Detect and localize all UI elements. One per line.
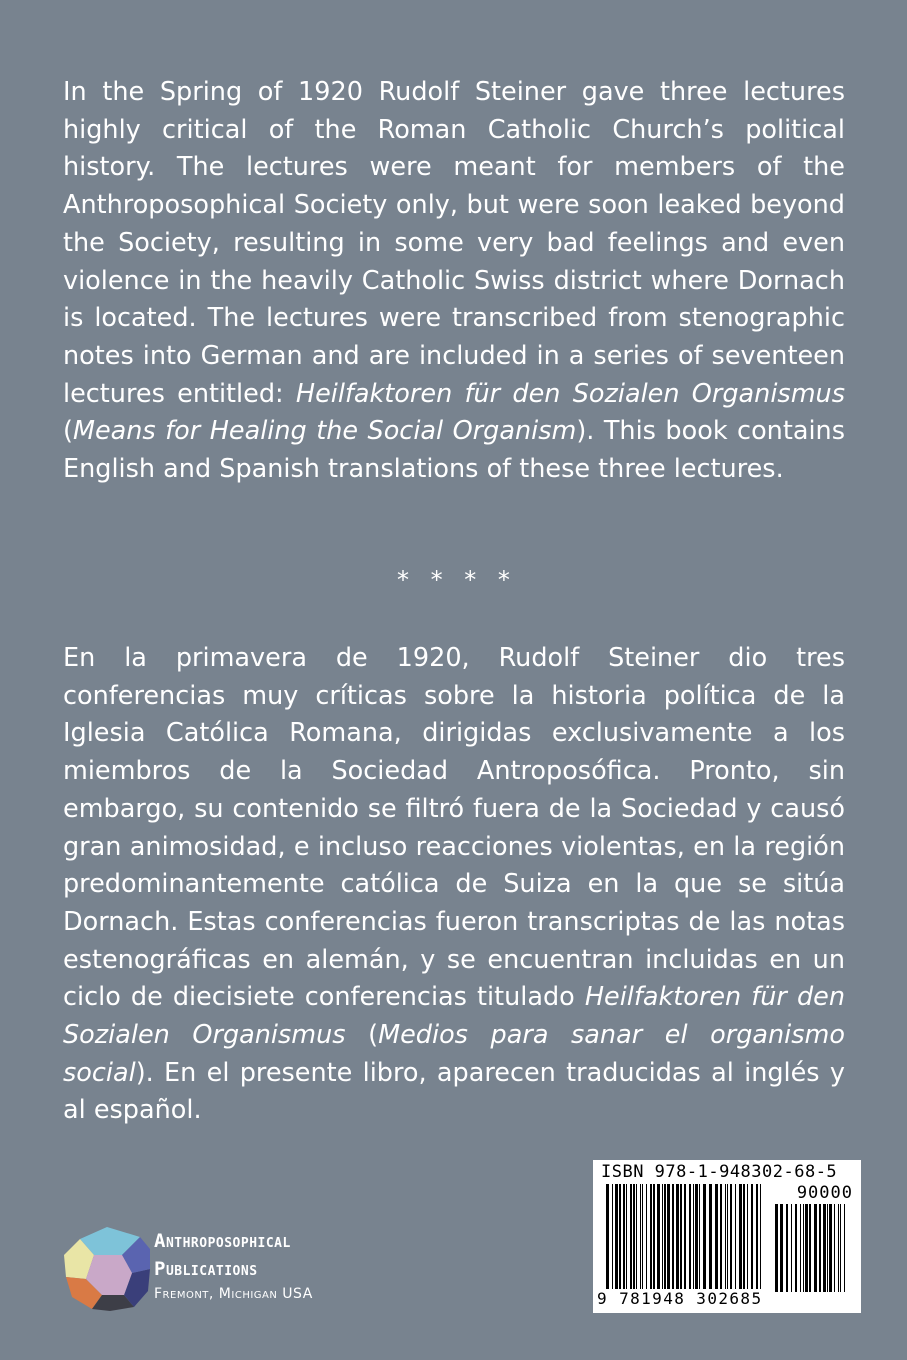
publisher-name-line1: Anthroposophical: [154, 1230, 291, 1252]
barcode-bar: [684, 1184, 686, 1292]
barcode-bar: [844, 1204, 845, 1292]
addon-barcode-bars: [775, 1204, 851, 1292]
isbn-barcode: [593, 1160, 861, 1313]
barcode-bar: [709, 1184, 712, 1292]
barcode-bar: [630, 1184, 632, 1292]
barcode-bar: [720, 1184, 722, 1292]
barcode-bar: [809, 1204, 811, 1292]
barcode-bar: [664, 1184, 666, 1292]
barcode-bar: [623, 1184, 625, 1292]
publisher-logo: [62, 1222, 362, 1312]
dodecahedron-icon: [62, 1225, 152, 1311]
barcode-bar: [775, 1204, 778, 1292]
barcode-bar: [642, 1184, 643, 1292]
barcode-bar: [819, 1204, 821, 1292]
barcode-bar: [626, 1184, 627, 1292]
barcode-bar: [838, 1204, 839, 1292]
ean-digits: 9 781948 302685: [597, 1289, 763, 1308]
barcode-bar: [829, 1204, 832, 1292]
publisher-location: Fremont, Michigan USA: [154, 1286, 313, 1302]
spanish-text-1: En la primavera de 1920, Rudolf Steiner dio tres conferencias muy críticas sobre la historia política de la Iglesia Católica Romana, dirigidas exclusivamente a los miembros de la Sociedad Antroposófica. Pronto, sin embargo, su contenido se filtró fuera de la Sociedad y causó gran animosidad, e incluso reacciones violentas, en la región predominantemente católica de Suiza en la que se sitúa Dornach. Estas conferencias fueron transcriptas de las notas estenográficas en alemán, y se encuentran incluidas en un ciclo de diecisiete conferencias titulado: [63, 643, 845, 1013]
barcode-bar: [747, 1184, 748, 1292]
english-paren: (: [63, 416, 73, 447]
spanish-german-title: Heilfaktoren für den Sozialen Organismus: [63, 982, 845, 1051]
barcode-bar: [695, 1184, 698, 1292]
barcode-bar: [751, 1184, 753, 1292]
barcode-bar: [636, 1184, 637, 1292]
publisher-name-line2: Publications: [154, 1258, 258, 1280]
barcode-bar: [756, 1184, 758, 1292]
barcode-bar: [827, 1204, 828, 1292]
english-german-title: Heilfaktoren für den Sozialen Organismus: [295, 378, 845, 409]
spanish-paren: (: [345, 1020, 379, 1051]
barcode-bar: [730, 1184, 732, 1292]
barcode-bar: [735, 1184, 736, 1292]
barcode-bar: [699, 1184, 700, 1292]
barcode-bar: [646, 1184, 647, 1292]
english-description: [63, 74, 845, 489]
barcode-bar: [672, 1184, 674, 1292]
barcode-bar: [612, 1184, 613, 1292]
barcode-bar: [657, 1184, 660, 1292]
spanish-text-2: ). En el presente libro, aparecen traducidas al inglés y al español.: [63, 1057, 845, 1126]
barcode-bar: [791, 1204, 792, 1292]
barcode-bar: [834, 1204, 835, 1292]
barcode-bar: [693, 1184, 694, 1292]
barcode-bar: [676, 1184, 679, 1292]
barcode-bar: [823, 1204, 826, 1292]
barcode-bar: [689, 1184, 691, 1292]
english-title: Means for Healing the Social Organism: [72, 416, 577, 447]
price-code: 90000: [796, 1183, 853, 1203]
barcode-bar: [606, 1184, 609, 1292]
barcode-bar: [640, 1184, 641, 1292]
isbn-number: ISBN 978-1-948302-68-5: [601, 1162, 838, 1182]
barcode-bar: [795, 1204, 797, 1292]
barcode-bar: [780, 1204, 783, 1292]
spanish-description: [63, 640, 845, 1130]
section-separator: * * * *: [397, 566, 510, 594]
barcode-bar: [680, 1184, 682, 1292]
barcode-bar: [760, 1184, 761, 1292]
barcode-bar: [805, 1204, 808, 1292]
barcode-bar: [703, 1184, 706, 1292]
barcode-bar: [727, 1184, 728, 1292]
barcode-bar: [633, 1184, 635, 1292]
barcode-bar: [615, 1184, 618, 1292]
barcode-bar: [653, 1184, 655, 1292]
barcode-bar: [715, 1184, 718, 1292]
english-text-1: In the Spring of 1920 Rudolf Steiner gave three lectures highly critical of the Roman Catholic Church’s political history. The lectures were meant for members of the Anthroposophical Society only, but were soon leaked beyond the Society, resulting in some very bad feelings and even violence in the heavily Catholic Swiss district where Dornach is located. The lectures were transcribed from stenographic notes into German and are included in a series of seventeen lectures entitled:: [63, 77, 845, 409]
barcode-bar: [739, 1184, 742, 1292]
barcode-bar: [743, 1184, 745, 1292]
barcode-bar: [800, 1204, 801, 1292]
barcode-bar: [650, 1184, 652, 1292]
english-text-2: ). This book contains English and Spanish translations of these three lectures.: [63, 416, 845, 485]
barcode-bar: [803, 1204, 804, 1292]
barcode-bar: [725, 1184, 726, 1292]
barcode-bar: [786, 1204, 788, 1292]
spanish-title: Medios para sanar el organismo social: [63, 1020, 845, 1088]
barcode-bar: [814, 1204, 817, 1292]
barcode-bar: [840, 1204, 841, 1292]
barcode-bar: [667, 1184, 670, 1292]
barcode-bar: [619, 1184, 621, 1292]
barcode-bar: [662, 1184, 663, 1292]
barcode-bars: [606, 1184, 768, 1292]
